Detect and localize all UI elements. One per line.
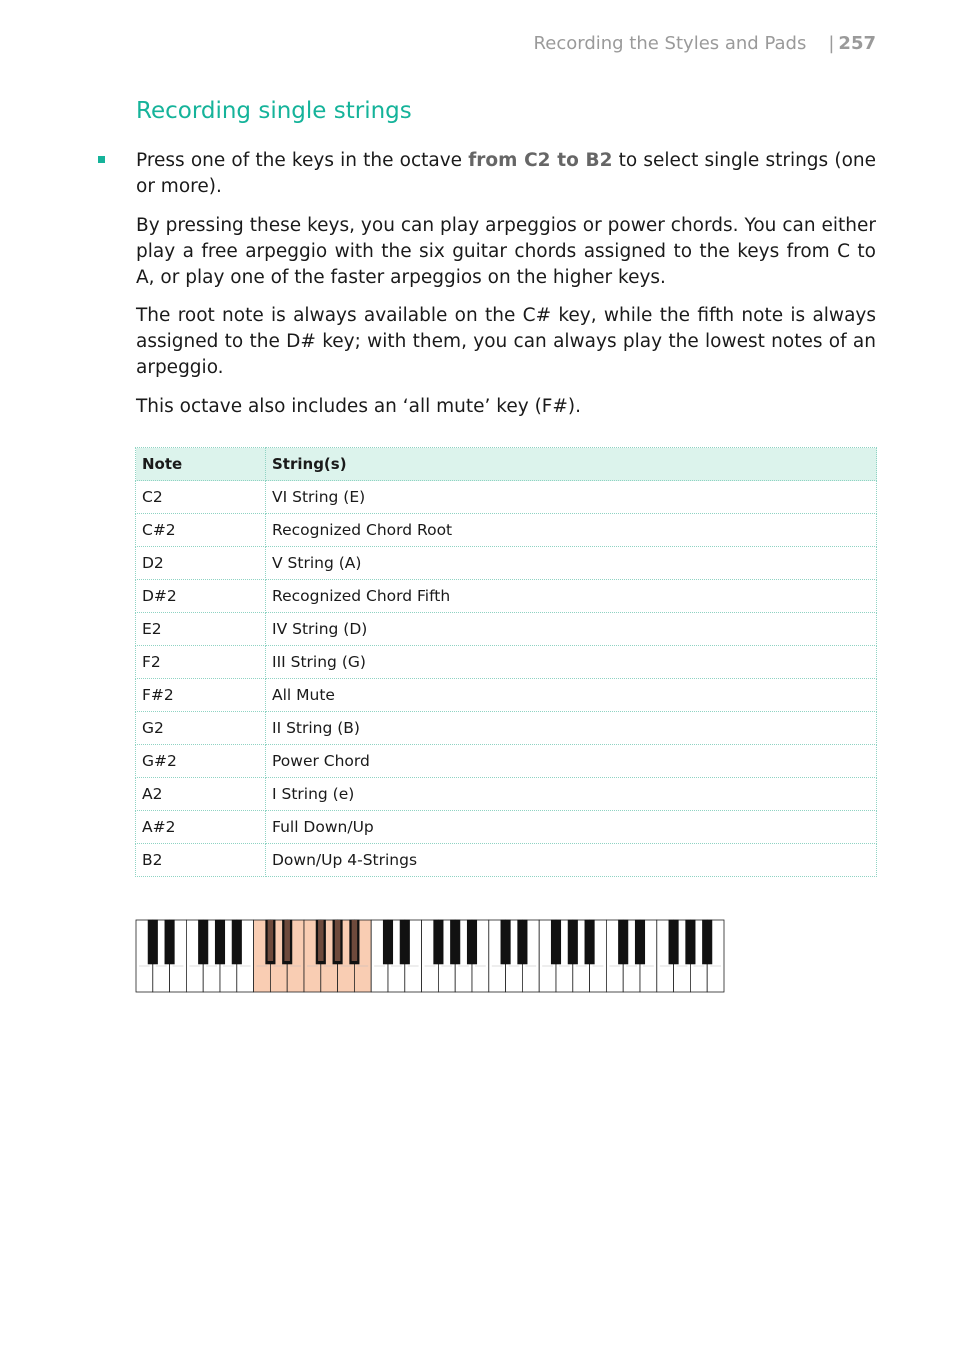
- highlighted-black-key-tint: [284, 920, 290, 961]
- note-cell: C#2: [136, 514, 266, 547]
- note-cell: D2: [136, 547, 266, 580]
- string-cell: IV String (D): [266, 613, 877, 646]
- header-separator: |: [828, 33, 835, 54]
- black-key: [165, 920, 175, 964]
- note-cell: B2: [136, 844, 266, 877]
- table-row: [136, 481, 877, 514]
- string-cell: Recognized Chord Root: [266, 514, 877, 547]
- note-cell: D#2: [136, 580, 266, 613]
- table-row: [136, 745, 877, 778]
- paragraph-all-mute: [136, 394, 876, 420]
- black-key: [635, 920, 645, 964]
- black-key: [198, 920, 208, 964]
- string-cell: Full Down/Up: [266, 811, 877, 844]
- black-key: [450, 920, 460, 964]
- table-row: [136, 580, 877, 613]
- paragraph-text: The root note is always available on the C# key, while the fifth note is always assigned to the D# key; with them, you can always play the lowest notes of an arpeggio.: [136, 305, 876, 378]
- black-key: [467, 920, 477, 964]
- table-row: [136, 613, 877, 646]
- black-key: [669, 920, 679, 964]
- paragraph-text: By pressing these keys, you can play arpeggios or power chords. You can either play a free arpeggio with the six guitar chords assigned to the keys from C to A, or play one of the faster arpeggios on the higher keys.: [136, 215, 876, 288]
- bullet-text-before: Press one of the keys in the octave: [136, 150, 469, 171]
- string-cell: V String (A): [266, 547, 877, 580]
- black-key: [518, 920, 528, 964]
- string-cell: VI String (E): [266, 481, 877, 514]
- table-row: [136, 679, 877, 712]
- keyboard-diagram: [135, 918, 725, 997]
- table-row: [136, 712, 877, 745]
- highlighted-black-key-tint: [335, 920, 341, 961]
- paragraph-arpeggios: [136, 213, 876, 291]
- string-cell: III String (G): [266, 646, 877, 679]
- running-header: [534, 33, 876, 54]
- table-row: [136, 811, 877, 844]
- section-heading: Recording single strings: [136, 98, 412, 124]
- table-row: [136, 646, 877, 679]
- table-row: [136, 844, 877, 877]
- bullet-text-after: to select single strings (one or more).: [136, 150, 876, 197]
- string-cell: Down/Up 4-Strings: [266, 844, 877, 877]
- page-number: 257: [838, 33, 876, 54]
- black-key: [434, 920, 444, 964]
- table-row: [136, 514, 877, 547]
- column-header-strings: String(s): [266, 448, 877, 481]
- paragraph-root-fifth: [136, 303, 876, 381]
- note-cell: A2: [136, 778, 266, 811]
- black-key: [232, 920, 242, 964]
- bullet-text: [136, 148, 876, 200]
- bullet-paragraph: [136, 148, 876, 200]
- black-key: [215, 920, 225, 964]
- black-key: [400, 920, 410, 964]
- black-key: [585, 920, 595, 964]
- note-cell: F2: [136, 646, 266, 679]
- black-key: [551, 920, 561, 964]
- note-string-table: [135, 447, 877, 877]
- string-cell: Power Chord: [266, 745, 877, 778]
- black-key: [383, 920, 393, 964]
- column-header-note: Note: [136, 448, 266, 481]
- key-range-highlight: from C2 to B2: [468, 150, 613, 171]
- black-key: [568, 920, 578, 964]
- string-cell: All Mute: [266, 679, 877, 712]
- string-cell: II String (B): [266, 712, 877, 745]
- note-cell: C2: [136, 481, 266, 514]
- bullet-square-icon: [98, 156, 105, 163]
- note-cell: F#2: [136, 679, 266, 712]
- black-key: [686, 920, 696, 964]
- black-key: [702, 920, 712, 964]
- table-row: [136, 547, 877, 580]
- string-cell: I String (e): [266, 778, 877, 811]
- section-title: Recording the Styles and Pads: [533, 33, 807, 54]
- black-key: [501, 920, 511, 964]
- keyboard-svg: [135, 918, 725, 993]
- highlighted-black-key-tint: [318, 920, 324, 961]
- black-key: [148, 920, 158, 964]
- table-row: [136, 778, 877, 811]
- note-cell: A#2: [136, 811, 266, 844]
- paragraph-text: This octave also includes an ‘all mute’ key (F#).: [136, 396, 582, 417]
- note-cell: E2: [136, 613, 266, 646]
- string-cell: Recognized Chord Fifth: [266, 580, 877, 613]
- highlighted-black-key-tint: [352, 920, 358, 961]
- black-key: [618, 920, 628, 964]
- table-header-row: [136, 448, 877, 481]
- note-cell: G#2: [136, 745, 266, 778]
- highlighted-black-key-tint: [268, 920, 274, 961]
- note-cell: G2: [136, 712, 266, 745]
